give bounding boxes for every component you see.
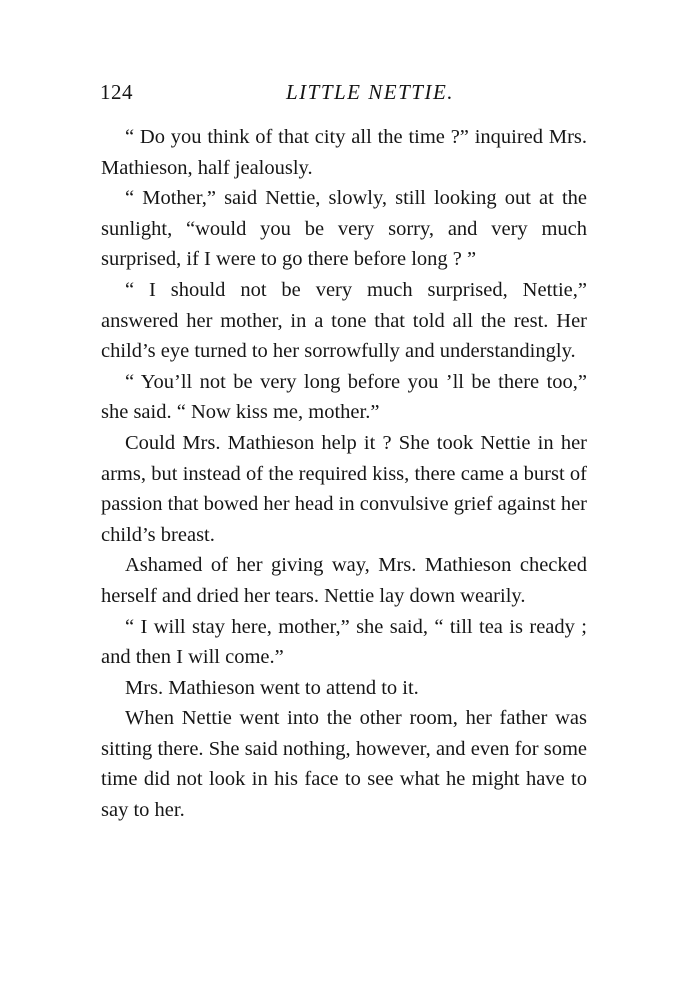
paragraph: Mrs. Mathieson went to attend to it. xyxy=(125,676,419,699)
paragraph: “ I should not be very much surprised, Nettie,” answered her mother, in a tone that told all the rest. Her child’s eye turned to her sorrowfully and understandingly. xyxy=(101,278,587,363)
body-text xyxy=(101,122,587,826)
page-number: 124 xyxy=(100,80,133,104)
paragraph: “ I will stay here, mother,” she said, “ till tea is ready ; and then I will come.” xyxy=(101,615,587,669)
running-title: LITTLE NETTIE. xyxy=(285,80,455,104)
paragraph: Could Mrs. Mathieson help it ? She took Nettie in her arms, but instead of the required kiss, there came a burst of passion that bowed her head in convulsive grief against her child’s breast. xyxy=(101,431,587,546)
paragraph: When Nettie went into the other room, her father was sitting there. She said nothing, however, and even for some time did not look in his face to see what he might have to say to her. xyxy=(101,707,587,822)
paragraph: “ Mother,” said Nettie, slowly, still looking out at the sunlight, “would you be very sorry, and very much surprised, if I were to go there before long ? ” xyxy=(101,187,587,271)
page-header xyxy=(100,80,590,110)
paragraph: Ashamed of her giving way, Mrs. Mathieson checked herself and dried her tears. Nettie lay down wearily. xyxy=(101,554,587,607)
paragraph: “ You’ll not be very long before you ’ll be there too,” she said. “ Now kiss me, mother.” xyxy=(101,370,587,424)
paragraph: “ Do you think of that city all the time ?” inquired Mrs. Mathieson, half jealously. xyxy=(101,126,587,179)
